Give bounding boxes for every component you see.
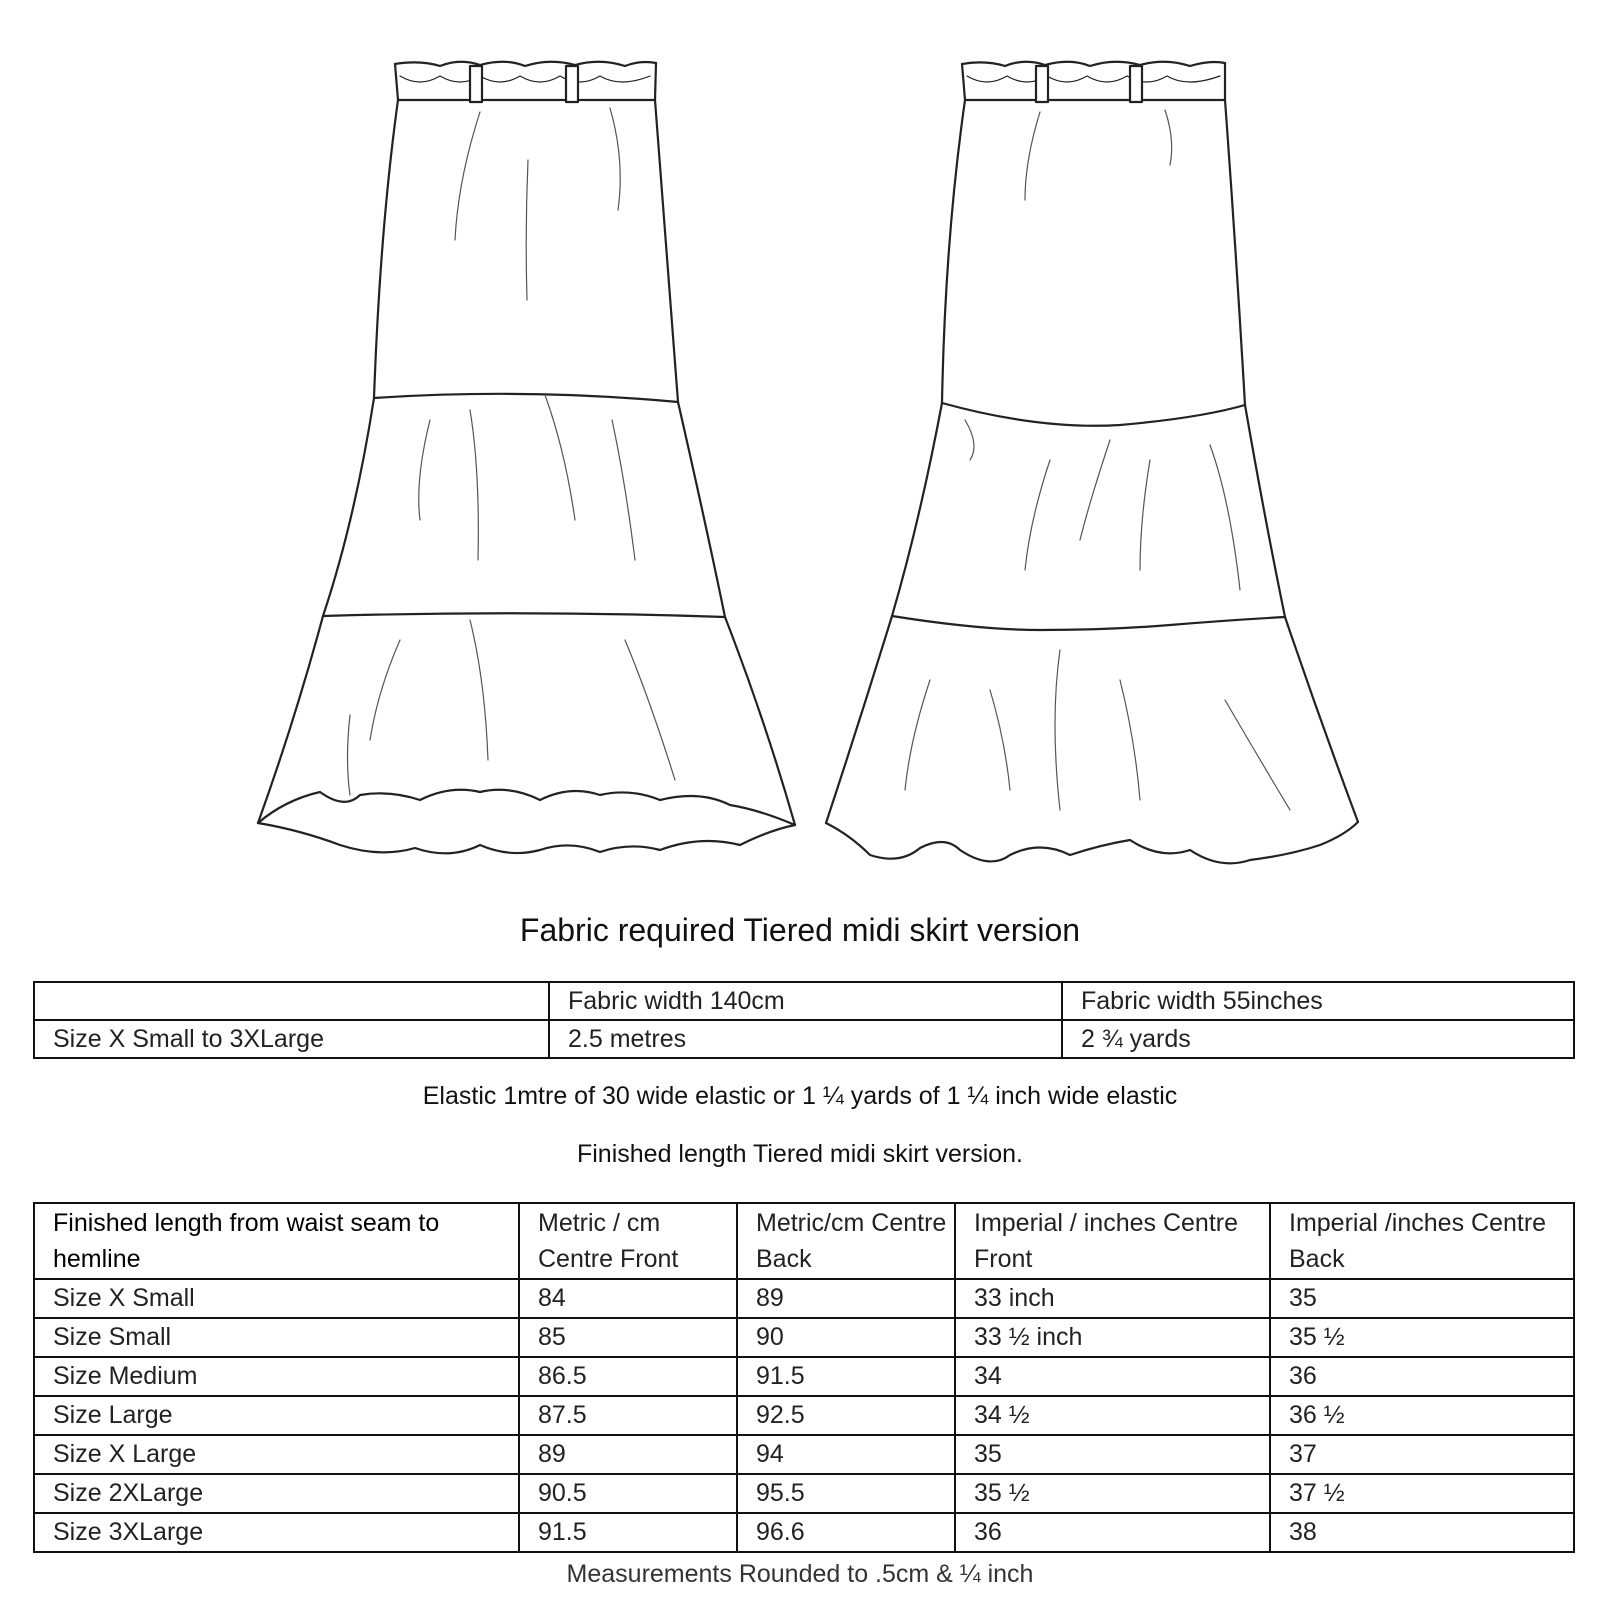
table-cell: 89 bbox=[519, 1435, 737, 1474]
fabric-required-table bbox=[33, 981, 1575, 1059]
table-cell: 34 bbox=[955, 1357, 1270, 1396]
table-cell: 34 ½ bbox=[955, 1396, 1270, 1435]
table-cell: 92.5 bbox=[737, 1396, 955, 1435]
table-header-cell: Metric / cm Centre Front bbox=[519, 1203, 737, 1279]
finished-length-title: Finished length Tiered midi skirt version. bbox=[576, 1140, 1024, 1168]
table-header-cell: Imperial / inches Centre Front bbox=[955, 1203, 1270, 1279]
table-cell: 35 bbox=[955, 1435, 1270, 1474]
table-row bbox=[34, 1474, 1574, 1513]
table-cell: Size Small bbox=[34, 1318, 519, 1357]
table-cell: 91.5 bbox=[737, 1357, 955, 1396]
table-cell: 36 bbox=[955, 1513, 1270, 1552]
elastic-note: Elastic 1mtre of 30 wide elastic or 1 ¼ yards of 1 ¼ inch wide elastic bbox=[422, 1082, 1178, 1110]
back-skirt-sketch bbox=[826, 62, 1358, 864]
table-cell: Size Medium bbox=[34, 1357, 519, 1396]
table-cell: 36 ½ bbox=[1270, 1396, 1574, 1435]
table-cell: 38 bbox=[1270, 1513, 1574, 1552]
table-cell: 33 ½ inch bbox=[955, 1318, 1270, 1357]
table-header-cell: Imperial /inches Centre Back bbox=[1270, 1203, 1574, 1279]
table-cell: 89 bbox=[737, 1279, 955, 1318]
table-header-cell: Metric/cm Centre Back bbox=[737, 1203, 955, 1279]
table-cell: 90 bbox=[737, 1318, 955, 1357]
table-cell: Size 3XLarge bbox=[34, 1513, 519, 1552]
table-row bbox=[34, 1435, 1574, 1474]
table-cell: 35 bbox=[1270, 1279, 1574, 1318]
table-cell: Fabric width 55inches bbox=[1062, 982, 1574, 1020]
table-header-cell: Finished length from waist seam to hemline bbox=[34, 1203, 519, 1279]
table-cell: 33 inch bbox=[955, 1279, 1270, 1318]
fabric-required-title: Fabric required Tiered midi skirt version bbox=[519, 912, 1081, 948]
table-cell: 2 ¾ yards bbox=[1062, 1020, 1574, 1058]
table-row bbox=[34, 1279, 1574, 1318]
table-cell: Size X Large bbox=[34, 1435, 519, 1474]
table-cell: 86.5 bbox=[519, 1357, 737, 1396]
table-cell bbox=[34, 982, 549, 1020]
table-cell: 35 ½ bbox=[955, 1474, 1270, 1513]
table-cell: Size 2XLarge bbox=[34, 1474, 519, 1513]
table-cell: Size Large bbox=[34, 1396, 519, 1435]
table-cell: 94 bbox=[737, 1435, 955, 1474]
table-cell: 96.6 bbox=[737, 1513, 955, 1552]
table-cell: 90.5 bbox=[519, 1474, 737, 1513]
table-cell: Size X Small to 3XLarge bbox=[34, 1020, 549, 1058]
table-row bbox=[34, 982, 1574, 1020]
table-cell: 2.5 metres bbox=[549, 1020, 1062, 1058]
table-row bbox=[34, 1513, 1574, 1552]
table-cell: 84 bbox=[519, 1279, 737, 1318]
table-cell: 37 ½ bbox=[1270, 1474, 1574, 1513]
rounding-note: Measurements Rounded to .5cm & ¼ inch bbox=[566, 1560, 1034, 1588]
table-row bbox=[34, 1357, 1574, 1396]
table-cell: 36 bbox=[1270, 1357, 1574, 1396]
table-cell: Size X Small bbox=[34, 1279, 519, 1318]
table-cell: Fabric width 140cm bbox=[549, 982, 1062, 1020]
table-cell: 87.5 bbox=[519, 1396, 737, 1435]
table-row bbox=[34, 1020, 1574, 1058]
table-cell: 85 bbox=[519, 1318, 737, 1357]
table-row bbox=[34, 1396, 1574, 1435]
front-skirt-sketch bbox=[258, 62, 795, 854]
table-cell: 37 bbox=[1270, 1435, 1574, 1474]
table-row bbox=[34, 1318, 1574, 1357]
table-header-row bbox=[34, 1203, 1574, 1279]
table-cell: 95.5 bbox=[737, 1474, 955, 1513]
table-cell: 35 ½ bbox=[1270, 1318, 1574, 1357]
table-cell: 91.5 bbox=[519, 1513, 737, 1552]
finished-length-table bbox=[33, 1202, 1575, 1553]
